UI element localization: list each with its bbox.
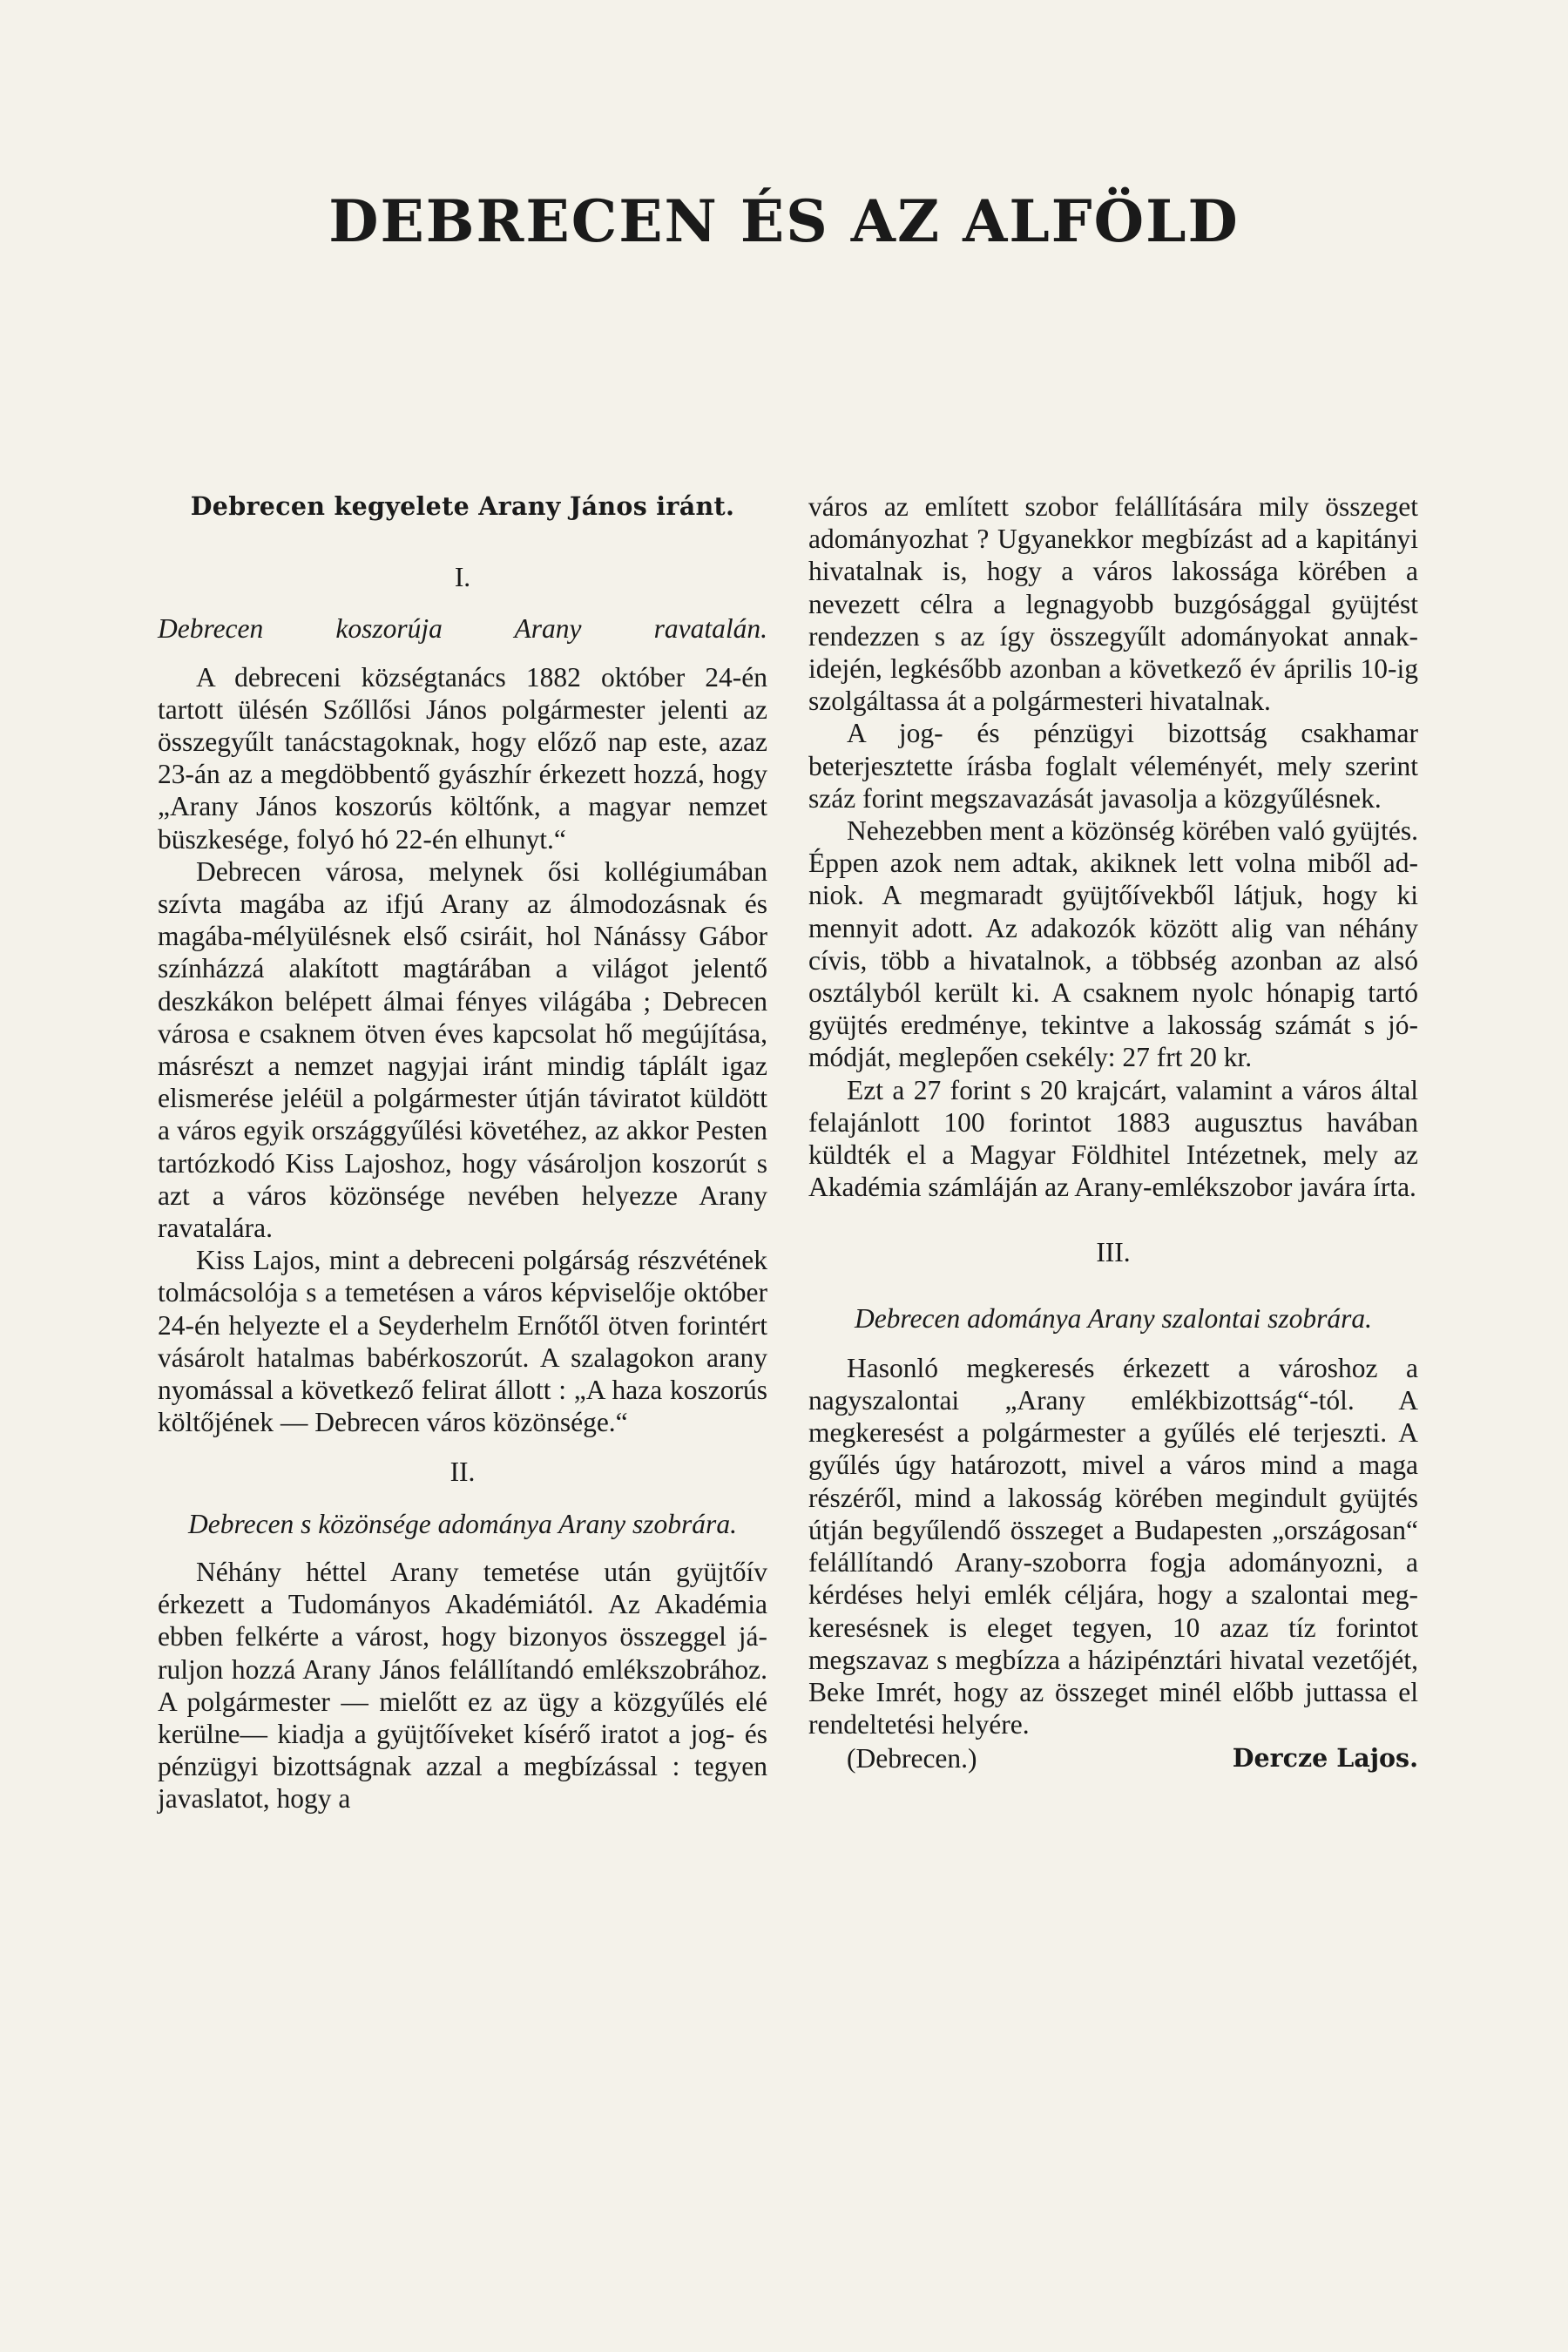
- paragraph: A debreceni községtanács 1882 október 24-én tartott ülésén Szőllősi János polgármester jelenti az összegyűlt tanácstagoknak, hogy előző nap este, azaz 23-án az a megdöbbentő gyászhír érkezett hozzá, hogy „Arany János koszorús költőnk, a magyar nemzet büszkesége, folyó hó 22-én elhunyt.“: [158, 661, 767, 855]
- paragraph-continued: város az említett szobor felállítására mily összeget adományozhat ? Ugyanekkor megbízást ad a kapitányi hivatalnak is, hogy a város lakossága körében a nevezett célra a legnagyobb buzgósággal gyüjtést rendezzen s az így összegyűlt adományokat annakidején, legkésőbb azonban a következő év április 10-ig szolgáltassa át a polgármesteri hivatalnak.: [808, 491, 1418, 717]
- signature-author: Dercze Lajos.: [1232, 1743, 1418, 1774]
- left-column: [158, 490, 767, 1815]
- section-number: II.: [449, 1456, 476, 1488]
- signature-place: (Debrecen.): [847, 1743, 977, 1774]
- paragraph: Debrecen városa, melynek ősi kollégiumában szívta magába az ifjú Arany az álmodozásnak és magába-mélyülésnek első csiráit, hol Nánássy Gábor színházzá alakított magtárában a világot jelentő deszkákon belépett álmai fényes világába ; Debrecen városa e csaknem ötven éves kapcsolat hő megújítása, másrészt a nemzet nagyjai iránt mindig táplált igaz elismerése jeléül a polgármester útján táviratot küldött a város egyik országgyűlési követéhez, az akkor Pesten tartózkodó Kiss Lajoshoz, hogy vásároljon koszorút s azt a város közönsége nevében helyezze Arany ravatalára.: [158, 855, 767, 1244]
- section-number: I.: [454, 562, 471, 593]
- paragraph: Kiss Lajos, mint a debreceni polgárság részvétének tolmácsolója s a temetésen a város képviselője október 24-én helyezte el a Seyderhelm Ernőtől ötven forintért vásárolt hatalmas babérkoszorút. A szalagokon arany nyomással a következő felirat állott : „A haza koszorús költőjének — Debrecen város közönsége.“: [158, 1245, 767, 1438]
- section-subtitle: Debrecen adománya Arany szalontai szobrára.: [854, 1302, 1373, 1334]
- paragraph: Hasonló megkeresés érkezett a városhoz a nagyszalontai „Arany emlékbizottság“-tól. A megkeresést a polgármester a gyűlés elé terjeszti. A gyűlés úgy határozott, mivel a város mind a maga részéről, mind a lakosság körében megindult gyüjtés útján begyűlendő összeget a Budapesten „országosan“ felállítandó Arany-szoborra fogja adományozni, a kérdéses helyi emlék céljára, hogy a szalontai megkeresésnek is eleget tegyen, 10 azaz tíz forintot megszavaz s megbízza a házipénztári hivatal vezetőjét, Beke Imrét, hogy az összeget minél előbb juttassa el rendeltetési helyére.: [808, 1352, 1418, 1740]
- paragraph: Nehezebben ment a közönség körében való gyüjtés. Éppen azok nem adtak, akiknek lett volna miből adniok. A megmaradt gyüjtőívekből látjuk, hogy ki mennyit adott. Az adakozók között alig van néhány cívis, több a hivatalnok, a többség azonban az alsó osztályból került ki. A csaknem nyolc hónapig tartó gyüjtés eredménye, tekintve a lakosság számát s jómódját, meglepően csekély: 27 frt 20 kr.: [808, 815, 1418, 1073]
- right-column: [808, 490, 1418, 1775]
- paragraph: Ezt a 27 forint s 20 krajcárt, valamint a város által felajánlott 100 forintot 1883 augusztus havában küldték el a Magyar Földhitel Intézetnek, mely az Akadémia számláján az Arany-emlékszobor javára írta.: [808, 1074, 1418, 1203]
- section-subtitle: Debrecen koszorúja Arany ravatalán.: [158, 613, 767, 645]
- signature: [808, 1742, 1418, 1774]
- paragraph: A jog- és pénzügyi bizottság csakhamar beterjesztette írásba foglalt véleményét, mely szerint száz forint megszavazását javasolja a közgyűlésnek.: [808, 718, 1418, 814]
- section-number: III.: [1096, 1237, 1131, 1268]
- section-subtitle: Debrecen s közönsége adománya Arany szobrára.: [188, 1508, 737, 1539]
- paragraph: Néhány héttel Arany temetése után gyüjtőív érkezett a Tudományos Akadémiától. Az Akadémia ebben felkérte a várost, hogy bizonyos összeggel járuljon hozzá Arany János felállítandó emlékszobrához. A polgármester — mielőtt ez az ügy a közgyűlés elé kerülne— kiadja a gyüjtőíveket kísérő iratot a jog- és pénzügyi bizottságnak azzal a megbízással : tegyen javaslatot, hogy a: [158, 1556, 767, 1815]
- page-title: DEBRECEN ÉS AZ ALFÖLD: [328, 187, 1240, 255]
- article-heading: Debrecen kegyelete Arany János iránt.: [190, 491, 735, 521]
